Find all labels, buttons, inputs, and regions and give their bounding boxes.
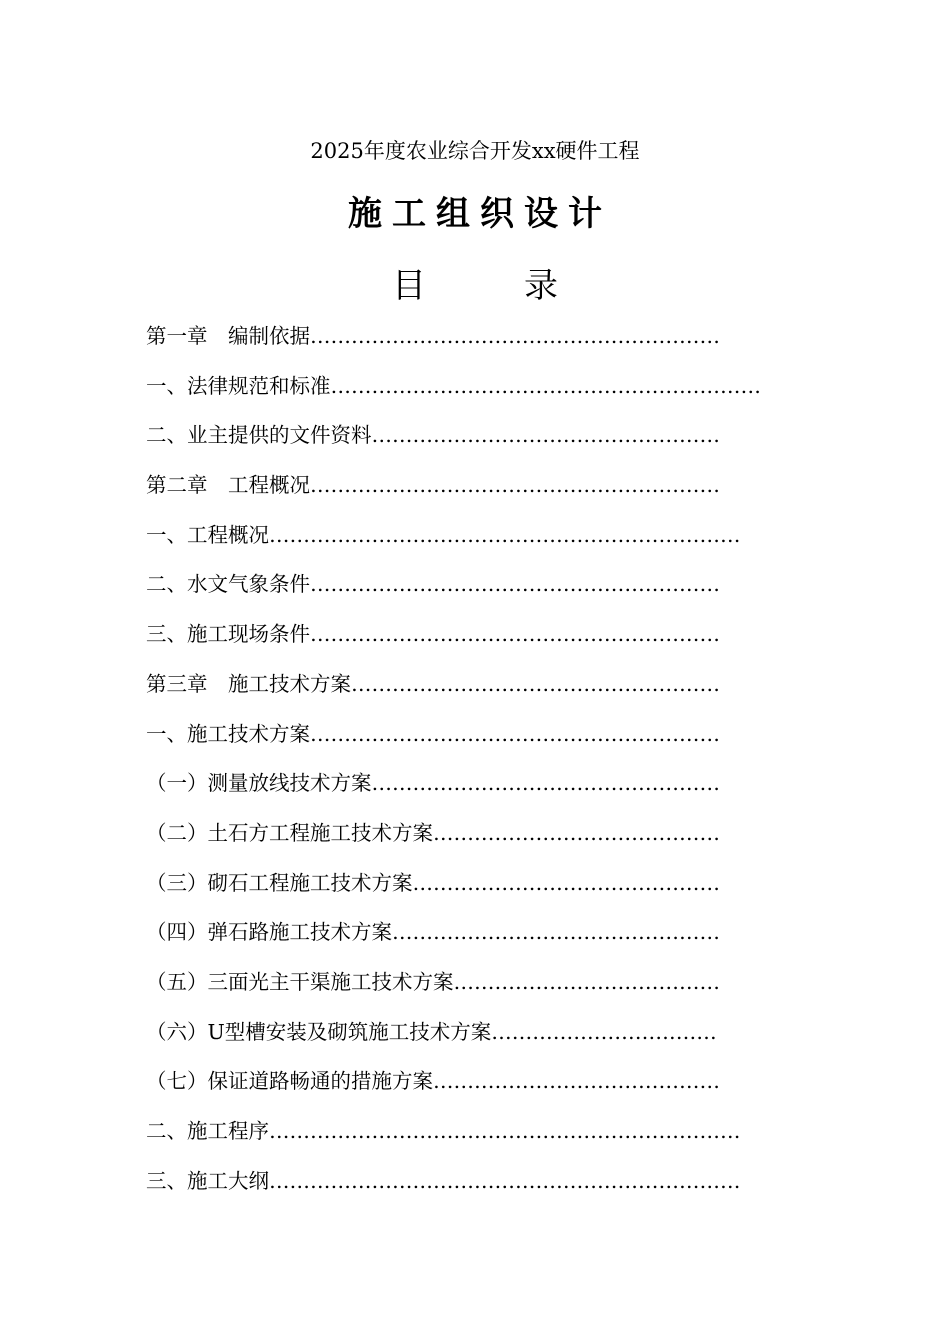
- toc-entry: [146, 366, 846, 416]
- toc-entry: [146, 614, 846, 664]
- toc-entry: [146, 962, 846, 1012]
- toc-leader-dots: ………………………………………: [412, 870, 720, 895]
- toc-entry-text: （六）U型槽安装及砌筑施工技术方案: [146, 1019, 492, 1044]
- toc-leader-dots: ……………………………………………………: [310, 324, 720, 348]
- toc-entry: [146, 1012, 846, 1062]
- toc-entry-text: 二、业主提供的文件资料: [146, 423, 372, 448]
- toc-entry-text: 二、施工程序: [146, 1119, 269, 1143]
- toc-leader-dots: ……………………………………………………………: [269, 522, 741, 547]
- document-title: 施工组织设计: [348, 194, 612, 234]
- toc-leader-dots: ………………………………………………: [351, 671, 720, 696]
- toc-entry: [146, 664, 846, 714]
- toc-entry-text: 一、工程概况: [146, 522, 269, 547]
- toc-entry-text: （三）砌石工程施工技术方案: [146, 870, 413, 895]
- toc-leader-dots: …………………………………………: [392, 920, 720, 945]
- toc-leader-dots: ……………………………………………………………: [269, 1119, 741, 1143]
- toc-entry: [146, 763, 846, 813]
- toc-leader-dots: ……………………………………………: [371, 771, 720, 796]
- toc-entry-text: 二、水文气象条件: [146, 572, 310, 597]
- toc-leader-dots: ……………………………: [491, 1019, 717, 1044]
- toc-entry-text: （四）弹石路施工技术方案: [146, 920, 392, 945]
- toc-entry: [146, 714, 846, 764]
- toc-entry: [146, 912, 846, 962]
- toc-entry: [146, 415, 846, 465]
- toc-entry: [146, 465, 846, 515]
- toc-leader-dots: ……………………………………: [433, 1069, 720, 1094]
- toc-entry: [146, 564, 846, 614]
- toc-leader-dots: ………………………………………………………: [330, 373, 761, 398]
- toc-entry-text: 一、法律规范和标准: [146, 373, 331, 398]
- toc-entry-text: 一、施工技术方案: [146, 721, 310, 746]
- toc-entry: [146, 813, 846, 863]
- toc-entry-text: 第二章 工程概况: [146, 473, 310, 498]
- toc-entry-text: （五）三面光主干渠施工技术方案: [146, 969, 454, 994]
- toc-entry-text: 第一章 编制依据: [146, 324, 310, 348]
- toc-entry-text: （一）测量放线技术方案: [146, 771, 372, 796]
- toc-entry: [146, 515, 846, 565]
- document-subtitle: 2025年度农业综合开发xx硬件工程: [310, 139, 640, 163]
- toc-entry: [146, 1161, 846, 1211]
- toc-entry: [146, 863, 846, 913]
- toc-entry-text: 第三章 施工技术方案: [146, 671, 351, 696]
- toc-leader-dots: ……………………………………: [433, 820, 720, 845]
- toc-heading: 目 录: [392, 266, 590, 306]
- toc-entry-text: 三、施工现场条件: [146, 622, 310, 647]
- toc-entry-text: （七）保证道路畅通的措施方案: [146, 1069, 433, 1094]
- toc-entry-text: （二）土石方工程施工技术方案: [146, 820, 433, 845]
- toc-entry-text: 三、施工大纲: [146, 1168, 269, 1193]
- toc-leader-dots: ……………………………………………………: [310, 572, 720, 597]
- toc-leader-dots: …………………………………: [453, 969, 720, 994]
- toc-leader-dots: ……………………………………………………: [310, 622, 720, 647]
- toc-entry: [146, 1111, 846, 1161]
- toc-entry: [146, 316, 846, 366]
- toc-leader-dots: ……………………………………………………………: [269, 1168, 741, 1193]
- toc-leader-dots: ……………………………………………: [371, 423, 720, 448]
- toc-entry: [146, 1061, 846, 1111]
- toc-leader-dots: ……………………………………………………: [310, 721, 720, 746]
- toc-leader-dots: ……………………………………………………: [310, 473, 720, 498]
- table-of-contents: [146, 316, 846, 1210]
